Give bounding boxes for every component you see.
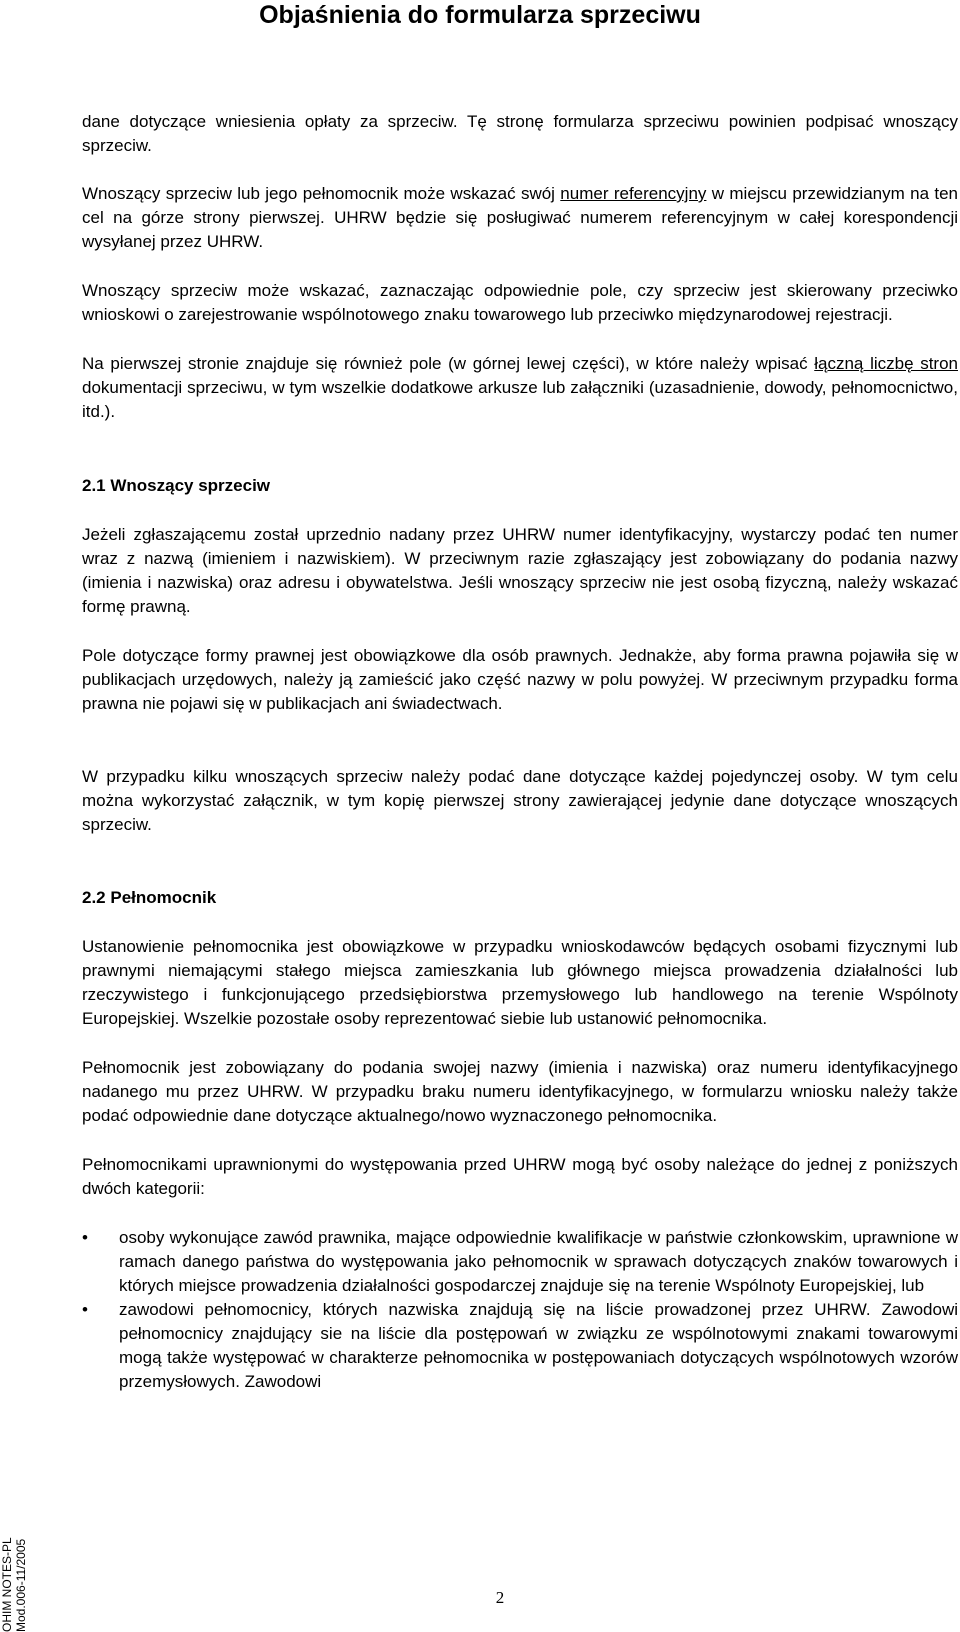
text: Wnoszący sprzeciw lub jego pełnomocnik może wskazać swój bbox=[82, 184, 561, 203]
paragraph-reference-number bbox=[82, 182, 958, 254]
form-code bbox=[0, 1537, 28, 1632]
page-title: Objaśnienia do formularza sprzeciwu bbox=[259, 1, 701, 29]
paragraph-representative-categories: Pełnomocnikami uprawnionymi do występowania przed UHRW mogą być osoby należące do jednej z poniższych dwóch kategorii: bbox=[82, 1155, 958, 1198]
list-item-text: osoby wykonujące zawód prawnika, mające odpowiednie kwalifikacje w państwie członkowskim, uprawnione w ramach danego państwa do występowania jako pełnomocnik w sprawach dotyczących znaków towarowych i których miejsce prowadzenia działalności gospodarczej znajduje się na terenie Wspólnoty Europejskiej, lub bbox=[119, 1228, 958, 1295]
page-number: 2 bbox=[495, 1588, 505, 1607]
list-item bbox=[82, 1226, 958, 1298]
underlined-term-page-count: łączną liczbę stron bbox=[814, 354, 958, 373]
text: w miejscu przewidzianym na ten cel na górze strony pierwszej. UHRW będzie się posługiwać numerem referencyjnym w całej korespondencji wysyłanej przez UHRW. bbox=[82, 184, 958, 251]
form-code-line: Mod.006-11/2005 bbox=[14, 1538, 28, 1632]
text: Na pierwszej stronie znajduje się również pole (w górnej lewej części), w które należy wpisać bbox=[82, 354, 815, 373]
representative-categories-list bbox=[82, 1226, 958, 1394]
list-item-text: zawodowi pełnomocnicy, których nazwiska znajdują się na liście prowadzonej przez UHRW. Zawodowi pełnomocnicy znajdujący sie na liście dla postępowań w związku ze wspólnotowymi znakami towarowymi mogą także występować w charakterze pełnomocnika w postępowaniach dotyczących wspólnotowych wzorów przemysłowych. Zawodowi bbox=[119, 1300, 958, 1391]
paragraph-opponent-id: Jeżeli zgłaszającemu został uprzednio nadany przez UHRW numer identyfikacyjny, wystarczy podać ten numer wraz z nazwą (imieniem i nazwiskiem). W przeciwnym razie zgłaszający jest zobowiązany do podania nazwy (imienia i nazwiska) oraz adresu i obywatelstwa. Jeśli wnoszący sprzeciw nie jest osobą fizyczną, należy wskazać formę prawną. bbox=[82, 525, 958, 616]
paragraph-multiple-opponents: W przypadku kilku wnoszących sprzeciw należy podać dane dotyczące każdej pojedynczej osoby. W tym celu można wykorzystać załącznik, w tym kopię pierwszej strony zawierającej jedynie dane dotyczące wnoszących sprzeciw. bbox=[82, 767, 958, 834]
paragraph-representative-mandatory: Ustanowienie pełnomocnika jest obowiązkowe w przypadku wnioskodawców będących osobami fizycznymi lub prawnymi niemającymi stałego miejsca zamieszkania lub głównego miejsca prowadzenia działalności lub rzeczywistego i funkcjonującego przedsiębiorstwa przemysłowego lub handlowego na terenie Wspólnoty Europejskiej. Wszelkie pozostałe osoby reprezentować siebie lub ustanowić pełnomocnika. bbox=[82, 937, 958, 1028]
form-code-line: OHIM NOTES-PL bbox=[0, 1537, 14, 1632]
list-item bbox=[82, 1298, 958, 1394]
paragraph-representative-id: Pełnomocnik jest zobowiązany do podania swojej nazwy (imienia i nazwiska) oraz numeru identyfikacyjnego nadanego mu przez UHRW. W przypadku braku numeru identyfikacyjnego, w formularzu wniosku należy także podać odpowiednie dane dotyczące aktualnego/nowo wyznaczonego pełnomocnika. bbox=[82, 1058, 958, 1125]
paragraph-legal-form: Pole dotyczące formy prawnej jest obowiązkowe dla osób prawnych. Jednakże, aby forma prawna pojawiła się w publikacjach urzędowych, należy ją zamieścić jako część nazwy w polu powyżej. W przeciwnym przypadku forma prawna nie pojawi się w publikacjach ani świadectwach. bbox=[82, 646, 958, 713]
paragraph-signature-note: dane dotyczące wniesienia opłaty za sprzeciw. Tę stronę formularza sprzeciwu powinien podpisać wnoszący sprzeciw. bbox=[82, 112, 958, 155]
document-body bbox=[82, 110, 958, 1394]
text: dokumentacji sprzeciwu, w tym wszelkie dodatkowe arkusze lub załączniki (uzasadnienie, dowody, pełnomocnictwo, itd.). bbox=[82, 378, 958, 421]
bullet-icon: • bbox=[82, 1228, 88, 1247]
underlined-term-reference-number: numer referencyjny bbox=[560, 184, 707, 203]
paragraph-opposition-target: Wnoszący sprzeciw może wskazać, zaznaczając odpowiednie pole, czy sprzeciw jest skierowany przeciwko wnioskowi o zarejestrowanie wspólnotowego znaku towarowego lub przeciwko międzynarodowej rejestracji. bbox=[82, 281, 958, 324]
paragraph-page-count bbox=[82, 352, 958, 424]
bullet-icon: • bbox=[82, 1300, 88, 1319]
section-heading-opponent: 2.1 Wnoszący sprzeciw bbox=[82, 476, 271, 495]
section-heading-representative: 2.2 Pełnomocnik bbox=[82, 888, 217, 907]
